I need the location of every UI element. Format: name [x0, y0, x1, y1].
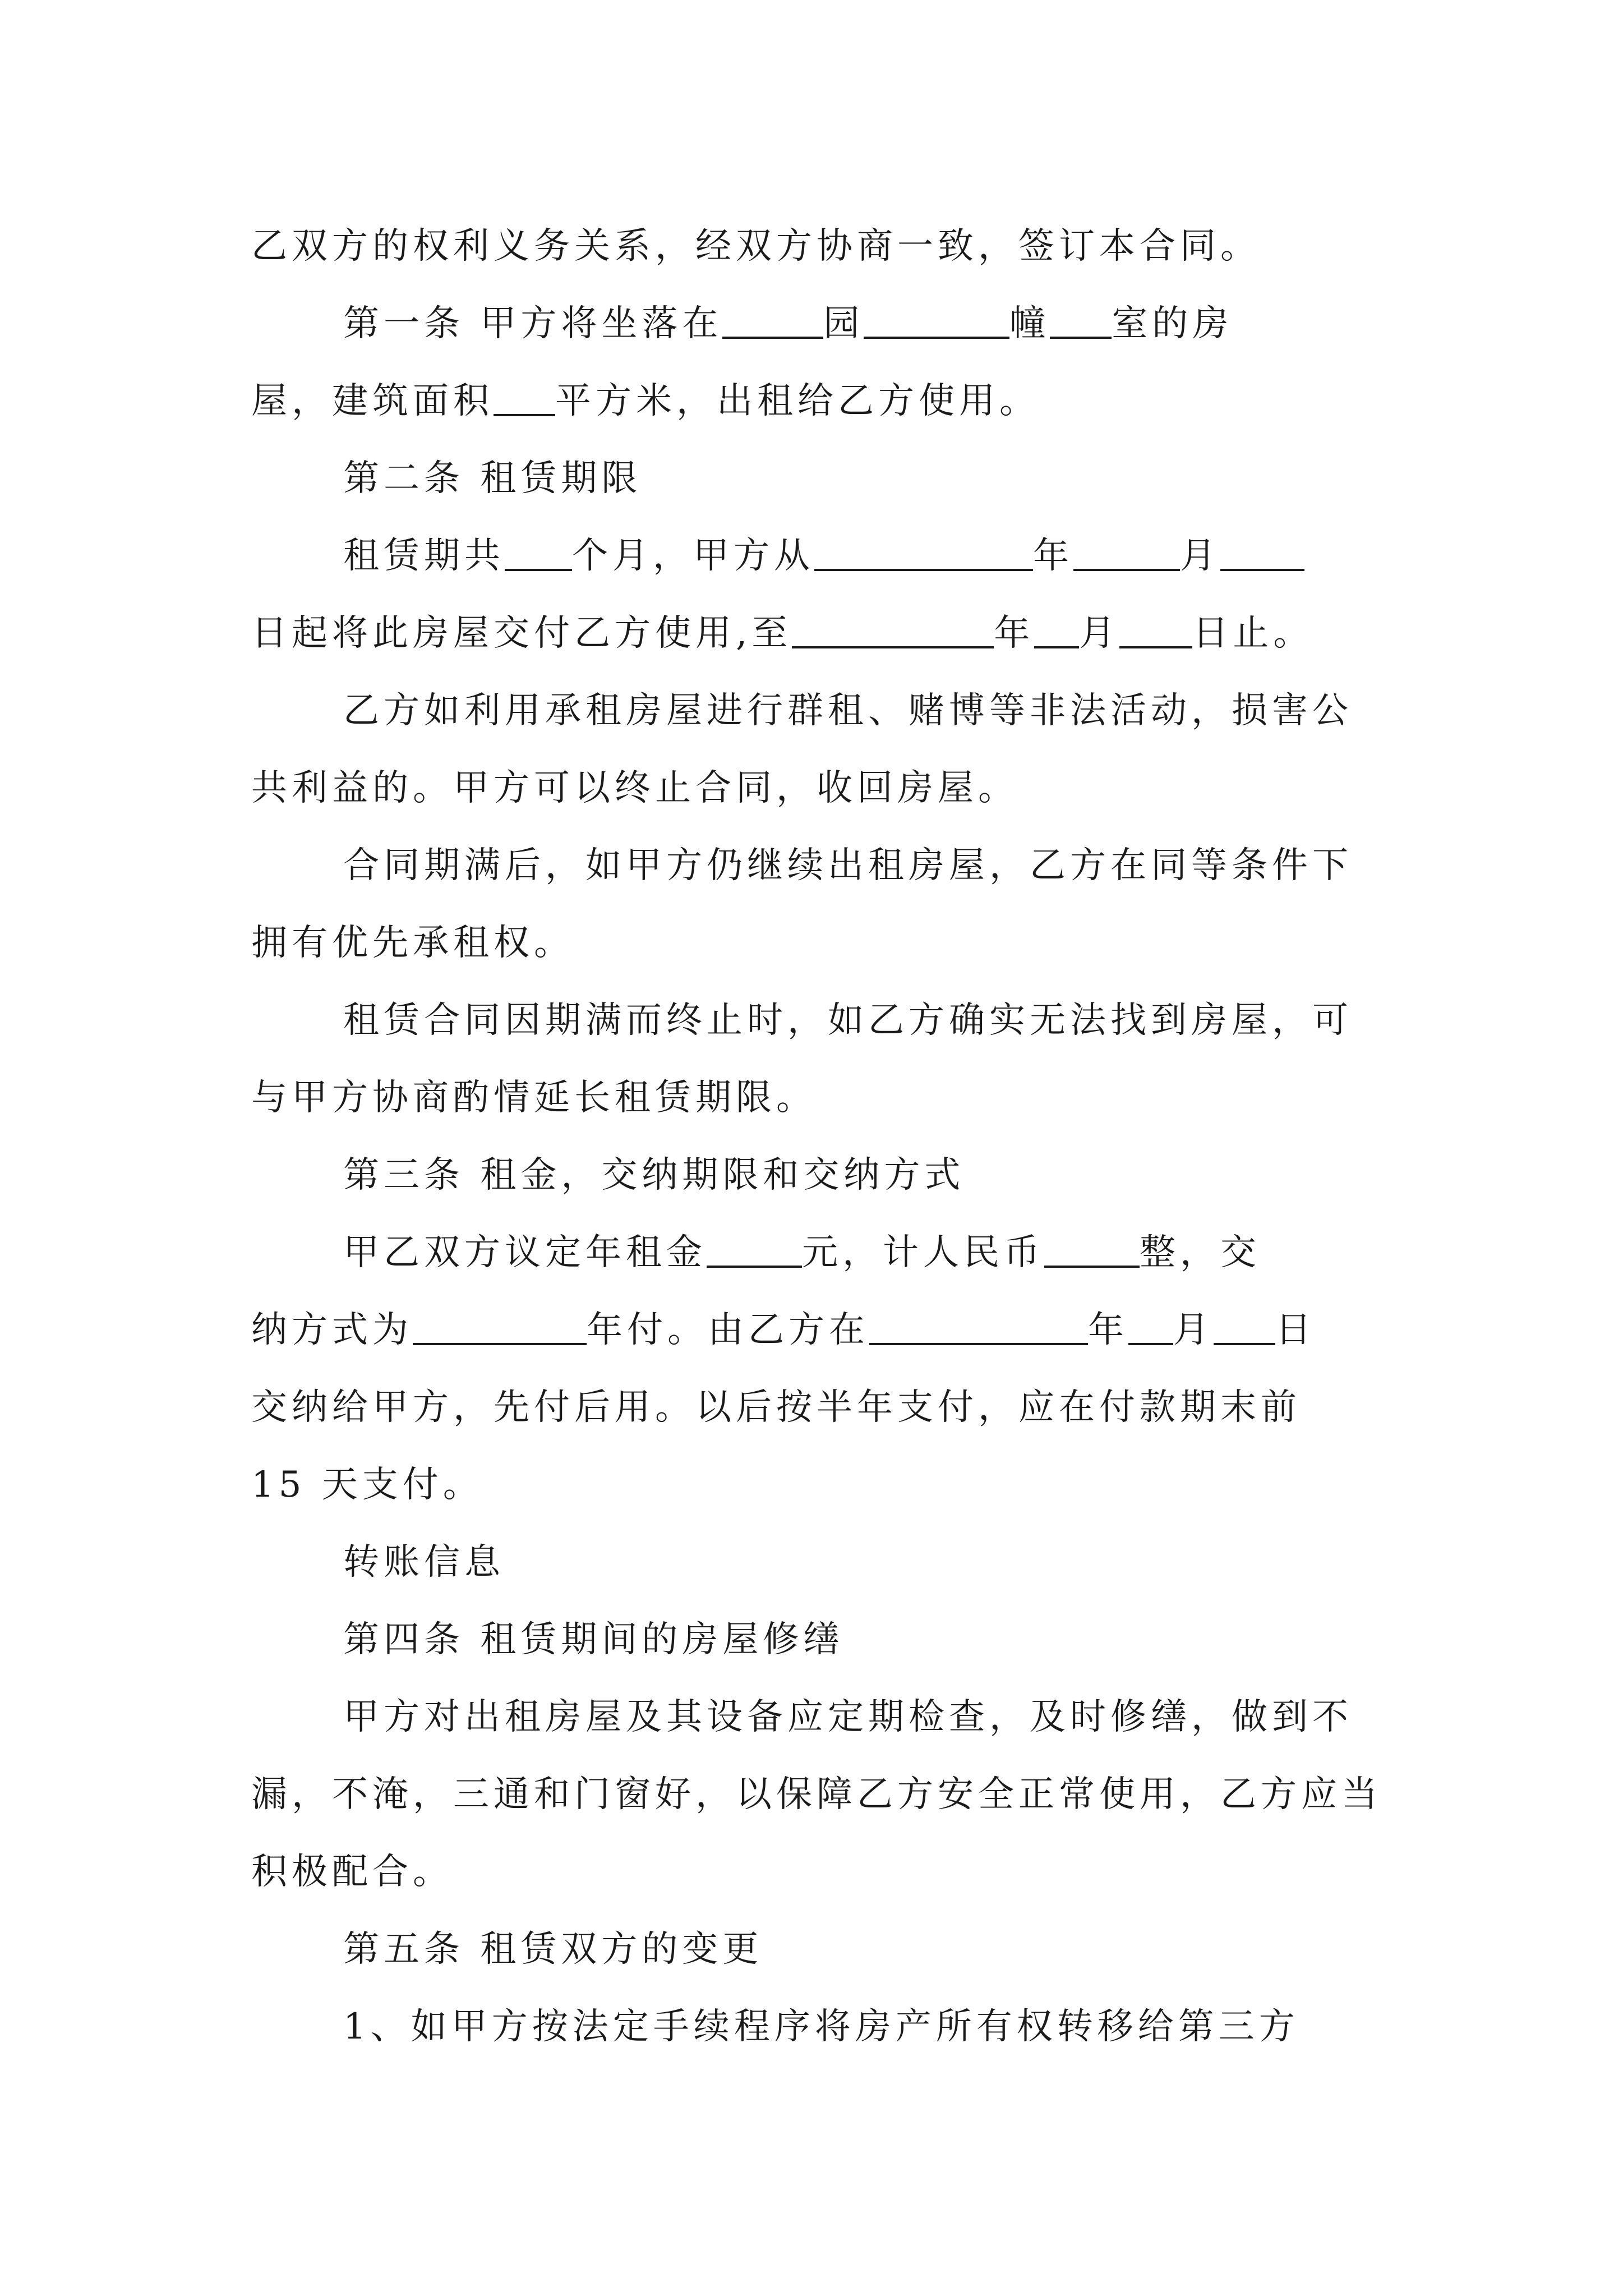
fill-blank-area[interactable] [494, 379, 555, 416]
lease-term-paragraph [251, 517, 1392, 672]
lease-term-text-f: 年 [994, 613, 1035, 654]
article-1-text-e: 平方米，出租给乙方使用。 [555, 380, 1040, 422]
paragraph-text: 1、如甲方按法定手续程序将房产所有权转移给第三方 [343, 2006, 1299, 2047]
extension-paragraph [251, 982, 1392, 1137]
article-1-text-d1: 室的房 [1112, 303, 1233, 344]
lease-term-text-g: 月 [1079, 613, 1120, 654]
fill-blank-months[interactable] [505, 534, 572, 571]
lease-term-text-h: 日止。 [1192, 613, 1314, 654]
heading-text: 第二条 租赁期限 [343, 458, 642, 499]
rent-text-g1: 日 [1275, 1309, 1316, 1351]
article-4-heading [251, 1601, 1392, 1678]
fill-blank-building[interactable] [864, 302, 1009, 339]
fill-blank-end-day[interactable] [1119, 611, 1192, 648]
fill-blank-start-year[interactable] [814, 534, 1033, 571]
fill-blank-end-month[interactable] [1034, 611, 1079, 648]
rent-text-a: 甲乙双方议定年租金 [343, 1232, 707, 1273]
fill-blank-room[interactable] [1050, 302, 1112, 339]
heading-text: 第三条 租金，交纳期限和交纳方式 [343, 1154, 965, 1196]
rent-text-g2: 交纳给甲方，先付后用。以后按半年支付，应在付款期末前 [251, 1387, 1301, 1428]
paragraph-text: 合同期满后，如甲方仍继续出租房屋，乙方在同等条件下拥有优先承租权。 [251, 845, 1353, 964]
paragraph-text: 租赁合同因期满而终止时，如乙方确实无法找到房屋，可与甲方协商酌情延长租赁期限。 [251, 1000, 1353, 1119]
fill-blank-rent-rmb[interactable] [1044, 1231, 1140, 1268]
rent-text-e: 年 [1088, 1309, 1128, 1351]
fill-blank-start-day[interactable] [1220, 534, 1304, 571]
article-5-heading [251, 1911, 1392, 1988]
fill-blank-pay-month[interactable] [1128, 1308, 1173, 1345]
article-3-heading [251, 1137, 1392, 1214]
illegal-use-paragraph [251, 672, 1392, 827]
fill-blank-start-month[interactable] [1073, 534, 1180, 571]
contract-body [251, 208, 1392, 2065]
rent-text-d: 年付。由乙方在 [587, 1309, 869, 1351]
heading-text: 第四条 租赁期间的房屋修缮 [343, 1619, 844, 1660]
article-1-text-d2: 屋，建筑面积 [251, 380, 494, 422]
paragraph-text: 乙方如利用承租房屋进行群租、赌博等非法活动，损害公共利益的。甲方可以终止合同，收回房屋。 [251, 690, 1353, 809]
rent-text-c1: 整，交 [1140, 1232, 1261, 1273]
fill-blank-location[interactable] [722, 302, 823, 339]
renewal-priority-paragraph [251, 827, 1392, 982]
article-1-text-a: 第一条 甲方将坐落在 [343, 303, 723, 344]
article-1-text-c: 幢 [1009, 303, 1050, 344]
rent-text-c2: 纳方式为 [251, 1309, 413, 1351]
fill-blank-pay-year[interactable] [869, 1308, 1088, 1345]
paragraph-text: 乙双方的权利义务关系，经双方协商一致，签订本合同。 [251, 226, 1261, 267]
ownership-transfer-paragraph [251, 1988, 1392, 2065]
paragraph-text: 甲方对出租房屋及其设备应定期检查，及时修缮，做到不漏，不淹，三通和门窗好，以保障乙方安全正常使用，乙方应当积极配合。 [251, 1696, 1382, 1893]
fill-blank-payment-method[interactable] [413, 1308, 587, 1345]
lease-term-text-c: 年 [1033, 535, 1073, 577]
repair-paragraph [251, 1678, 1392, 1911]
lease-term-text-b: 个月，甲方从 [572, 535, 814, 577]
lease-term-text-e: 日起将此房屋交付乙方使用,至 [251, 613, 792, 654]
rent-text-g3: 15 天支付。 [251, 1464, 483, 1506]
article-1-text-b: 园 [823, 303, 864, 344]
article-2-heading [251, 440, 1392, 517]
fill-blank-end-year[interactable] [792, 611, 994, 648]
fill-blank-pay-day[interactable] [1214, 1308, 1275, 1345]
transfer-info-heading [251, 1524, 1392, 1601]
fill-blank-annual-rent[interactable] [707, 1231, 802, 1268]
heading-text: 转账信息 [343, 1542, 505, 1583]
rent-text-f: 月 [1173, 1309, 1214, 1351]
rent-paragraph [251, 1214, 1392, 1524]
heading-text: 第五条 租赁双方的变更 [343, 1929, 763, 1970]
lease-term-text-a: 租赁期共 [343, 535, 505, 577]
paragraph-intro [251, 208, 1392, 285]
lease-term-text-d: 月 [1180, 535, 1220, 577]
article-1-paragraph [251, 285, 1392, 440]
rent-text-b: 元，计人民币 [802, 1232, 1044, 1273]
